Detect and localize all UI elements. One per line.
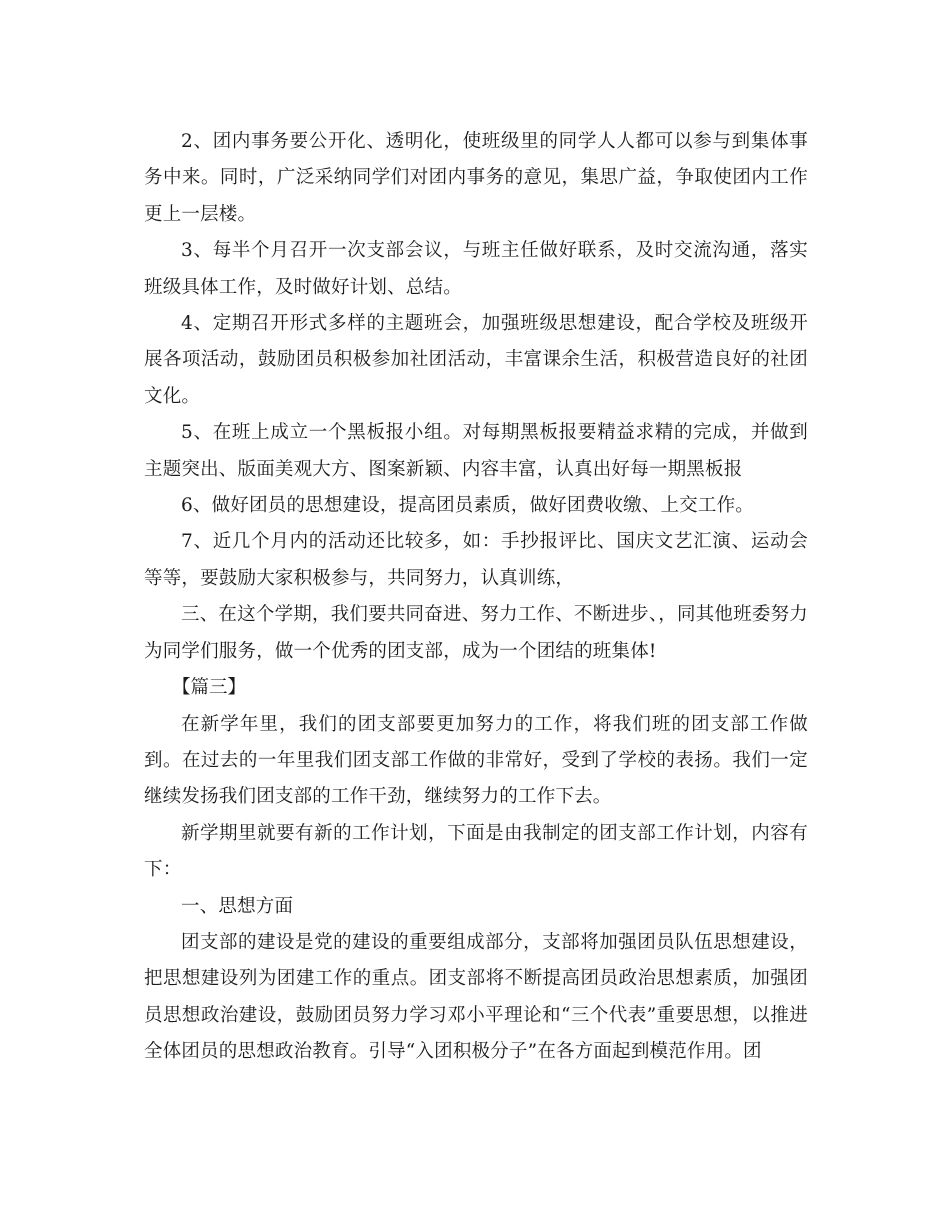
paragraph-section-three: 三、在这个学期，我们要共同奋进、努力工作、不断进步、，同其他班委努力为同学们服务，做一个优秀的团支部，成为一个团结的班集体! <box>144 604 808 662</box>
subheading-thought: 一、思想方面 <box>181 895 294 917</box>
paragraph-item-5: 5、在班上成立一个黑板报小组。对每期黑板报要精益求精的完成，并做到主题突出、版面美观大方、图案新颖、内容丰富，认真出好每一期黑板报 <box>144 422 808 480</box>
document-page <box>144 124 808 1071</box>
paragraph-item-3: 3、每半个月召开一次支部会议，与班主任做好联系，及时交流沟通，落实班级具体工作，及时做好计划、总结。 <box>144 240 808 298</box>
paragraph-item-2: 2、团内事务要公开化、透明化，使班级里的同学人人都可以参与到集体事务中来。同时，广泛采纳同学们对团内事务的意见，集思广益，争取使团内工作更上一层楼。 <box>144 131 808 225</box>
section-heading: 【篇三】 <box>172 677 247 699</box>
paragraph-plan-intro: 新学期里就要有新的工作计划，下面是由我制定的团支部工作计划，内容有下： <box>144 822 808 881</box>
paragraph-intro: 在新学年里，我们的团支部要更加努力的工作，将我们班的团支部工作做到。在过去的一年里我们团支部工作做的非常好，受到了学校的表扬。我们一定继续发扬我们团支部的工作干劲，继续努力的工作下去。 <box>144 713 808 808</box>
paragraph-thought-body: 团支部的建设是党的建设的重要组成部分，支部将加强团员队伍思想建设，把思想建设列为团建工作的重点。团支部将不断提高团员政治思想素质，加强团员思想政治建设，鼓励团员努力学习邓小平理论和“三个代表”重要思想，以推进全体团员的思想政治教育。引导“入团积极分子”在各方面起到模范作用。团 <box>144 931 808 1063</box>
paragraph-item-7: 7、近几个月内的活动还比较多，如：手抄报评比、国庆文艺汇演、运动会等等，要鼓励大家积极参与，共同努力，认真训练， <box>144 531 808 589</box>
paragraph-item-6: 6、做好团员的思想建设，提高团员素质，做好团费收缴、上交工作。 <box>181 495 754 517</box>
paragraph-item-4: 4、定期召开形式多样的主题班会，加强班级思想建设，配合学校及班级开展各项活动，鼓励团员积极参加社团活动，丰富课余生活，积极营造良好的社团文化。 <box>144 313 808 407</box>
